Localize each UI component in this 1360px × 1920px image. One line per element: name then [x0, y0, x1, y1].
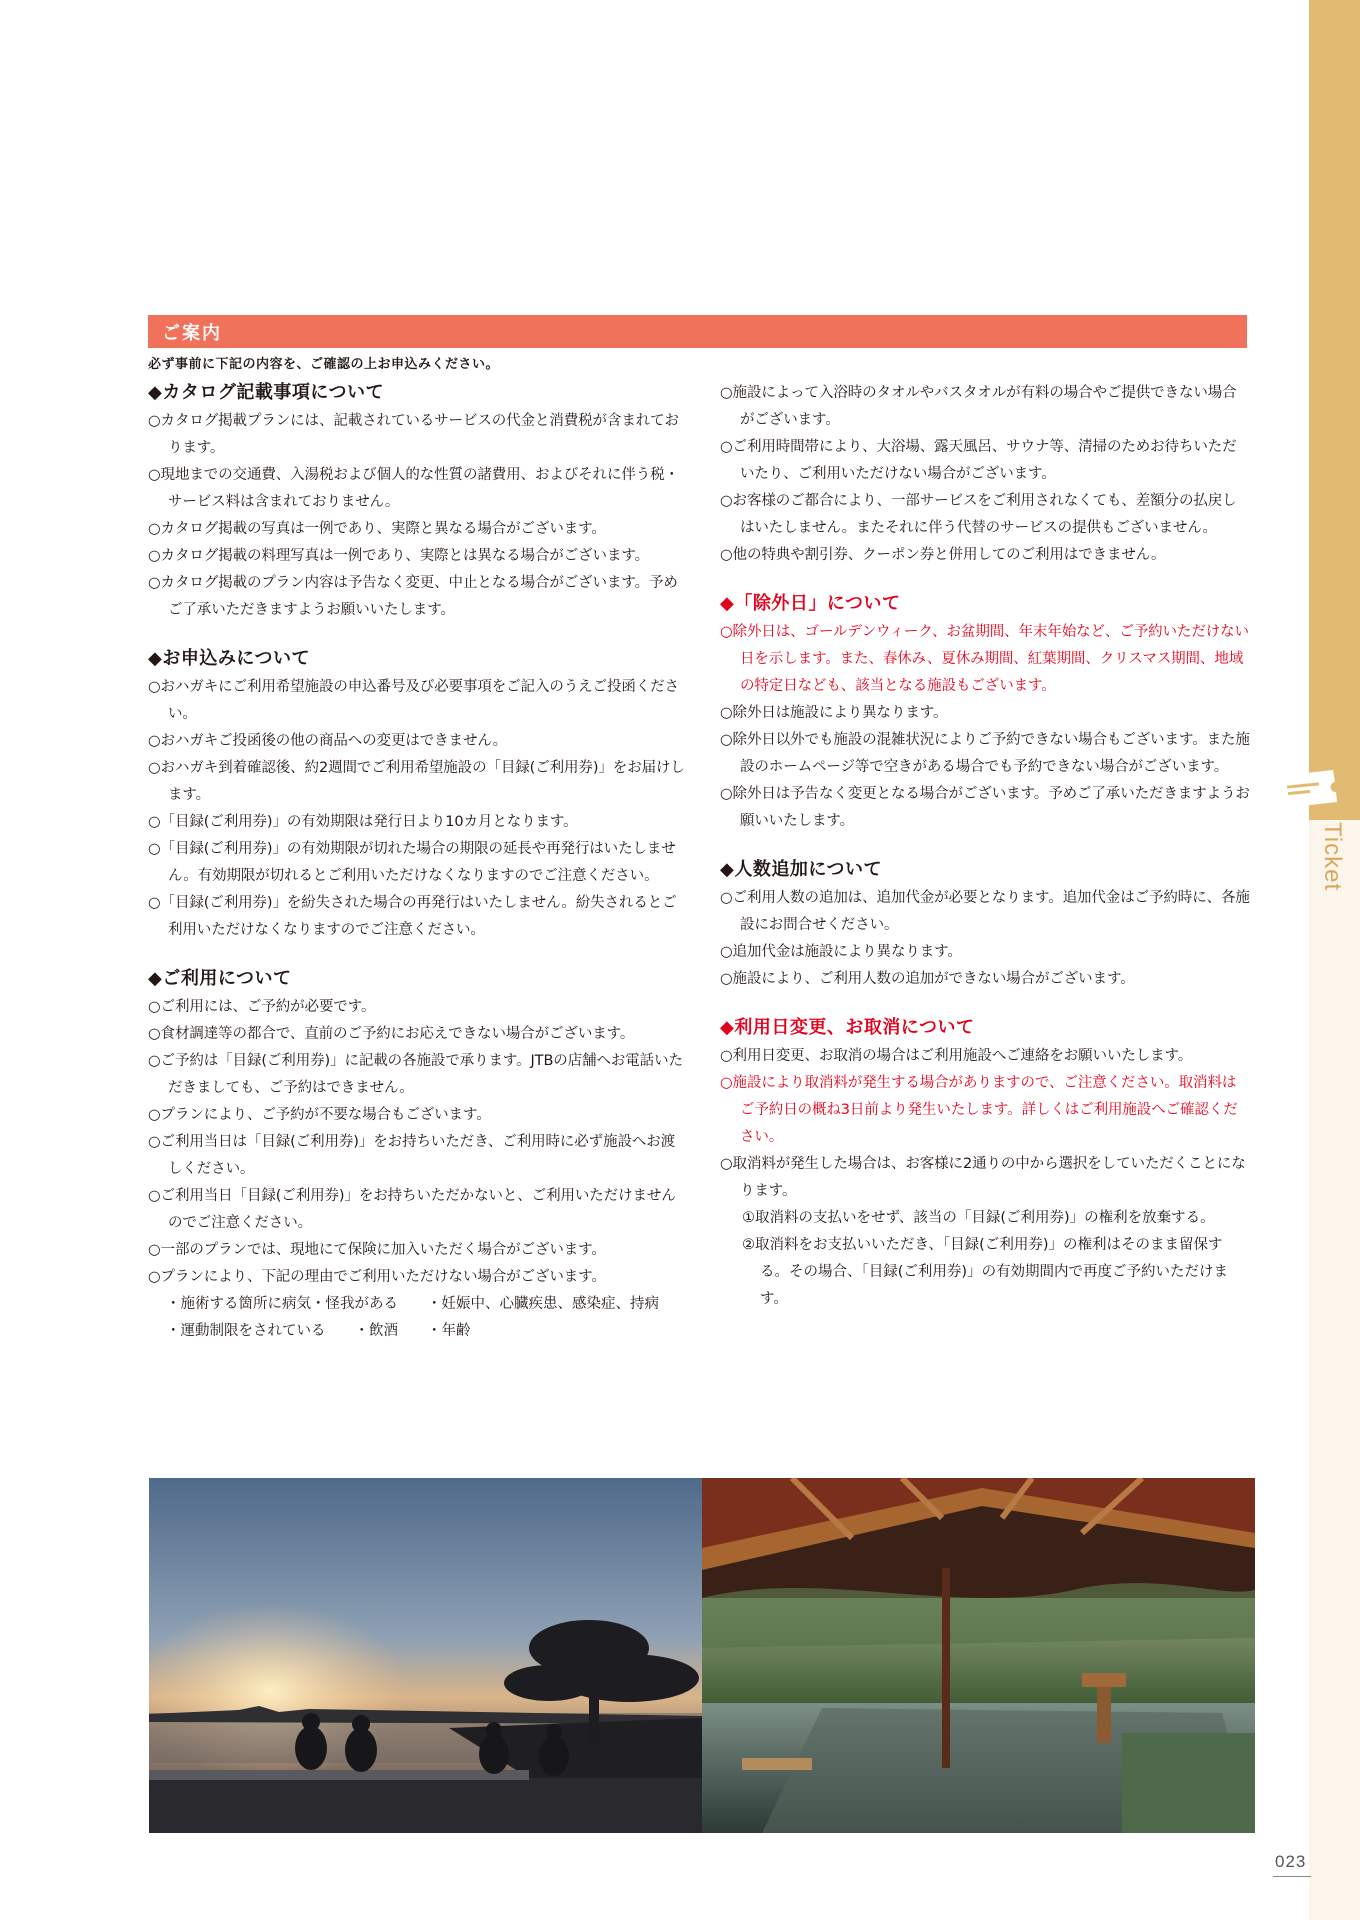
list-item: ○ご予約は「目録(ご利用券)」に記載の各施設で承ります。JTBの店舗へお電話いただきましても、ご予約はできません。 [148, 1053, 683, 1096]
section-title: ◆「除外日」について [720, 593, 901, 614]
list-item: ○食材調達等の都合で、直前のご予約にお応えできない場合がございます。 [148, 1026, 635, 1042]
restriction-note: ・運動制限をされている ・飲酒 ・年齢 [166, 1323, 471, 1339]
section-title: ◆利用日変更、お取消について [720, 1017, 975, 1038]
list-item: ○取消料が発生した場合は、お客様に2通りの中から選択をしていただくことになります。 [720, 1156, 1246, 1199]
cancel-option: ②取消料をお支払いいただき、「目録(ご利用券)」の権利はそのまま留保する。その場合、「目録(ご利用券)」の有効期間内で再度ご予約いただけます。 [742, 1237, 1229, 1307]
list-item: ○「目録(ご利用券)」の有効期限は発行日より10カ月となります。 [148, 814, 578, 830]
sunset-terrace-photo [149, 1478, 702, 1833]
side-tab-background [1309, 820, 1360, 1920]
list-item: ○おハガキにご利用希望施設の申込番号及び必要事項をご記入のうえご投函ください。 [148, 679, 679, 722]
list-item: ○他の特典や割引券、クーポン券と併用してのご利用はできません。 [720, 547, 1166, 563]
section-title: ◆人数追加について [720, 859, 882, 880]
list-item: ○除外日以外でも施設の混雑状況によりご予約できない場合もございます。また施設のホームページ等で空きがある場合でも予約できない場合がございます。 [720, 732, 1250, 775]
list-item: ○施設により、ご利用人数の追加ができない場合がございます。 [720, 971, 1135, 987]
list-item: ○施設によって入浴時のタオルやバスタオルが有料の場合やご提供できない場合がございます。 [720, 385, 1237, 428]
section-change-cancel [720, 1015, 1250, 1313]
list-item: ○ご利用当日は「目録(ご利用券)」をお持ちいただき、ご利用時に必ず施設へお渡しください。 [148, 1134, 676, 1177]
side-tab-label: Ticket [1319, 822, 1346, 892]
page-number-rule [1273, 1876, 1311, 1877]
list-item: ○利用日変更、お取消の場合はご利用施設へご連絡をお願いいたします。 [720, 1048, 1193, 1064]
restriction-note: ・施術する箇所に病気・怪我がある ・妊娠中、心臓疾患、感染症、持病 [166, 1296, 659, 1312]
list-item: ○ご利用時間帯により、大浴場、露天風呂、サウナ等、清掃のためお待ちいただいたり、ご利用いただけない場合がございます。 [720, 439, 1237, 482]
header-bar [148, 315, 1247, 348]
ticket-icon [1273, 758, 1339, 812]
list-item: ○除外日は施設により異なります。 [720, 705, 948, 721]
list-item: ○カタログ掲載の料理写真は一例であり、実際とは異なる場合がございます。 [148, 548, 649, 564]
section-title: ◆ご利用について [148, 968, 292, 989]
left-column [148, 380, 688, 1367]
list-item: ○「目録(ご利用券)」を紛失された場合の再発行はいたしません。紛失されるとご利用いただけなくなりますのでご注意ください。 [148, 895, 677, 938]
list-item: ○プランにより、ご予約が不要な場合もございます。 [148, 1107, 491, 1123]
section-title: ◆お申込みについて [148, 648, 310, 669]
cancel-option: ①取消料の支払いをせず、該当の「目録(ご利用券)」の権利を放棄する。 [742, 1210, 1215, 1226]
open-air-bath-photo [702, 1478, 1255, 1833]
list-item: ○カタログ掲載プランには、記載されているサービスの代金と消費税が含まれております。 [148, 413, 679, 456]
list-item: ○一部のプランでは、現地にて保険に加入いただく場合がございます。 [148, 1242, 606, 1258]
section-additional-guests [720, 857, 1250, 993]
right-column [720, 380, 1250, 1335]
header-title: ご案内 [162, 323, 222, 344]
list-item: ○ご利用当日「目録(ご利用券)」をお持ちいただかないと、ご利用いただけませんのでご注意ください。 [148, 1188, 676, 1231]
list-item: ○おハガキ到着確認後、約2週間でご利用希望施設の「目録(ご利用券)」をお届けします。 [148, 760, 685, 803]
section-excluded-days [720, 591, 1250, 835]
section-title: ◆カタログ記載事項について [148, 382, 384, 403]
list-item: ○カタログ掲載の写真は一例であり、実際と異なる場合がございます。 [148, 521, 606, 537]
list-item: ○施設により取消料が発生する場合がありますので、ご注意ください。取消料はご予約日の概ね3日前より発生いたします。詳しくはご利用施設へご確認ください。 [720, 1075, 1238, 1145]
list-item: ○カタログ掲載のプラン内容は予告なく変更、中止となる場合がございます。予めご了承いただきますようお願いいたします。 [148, 575, 678, 618]
list-item: ○お客様のご都合により、一部サービスをご利用されなくても、差額分の払戻しはいたしません。またそれに伴う代替のサービスの提供もございません。 [720, 493, 1237, 536]
section-usage [148, 966, 688, 1345]
list-item: ○除外日は、ゴールデンウィーク、お盆期間、年末年始など、ご予約いただけない日を示します。また、春休み、夏休み期間、紅葉期間、クリスマス期間、地域の特定日なども、該当となる施設もございます。 [720, 624, 1249, 694]
side-tab [1309, 0, 1360, 820]
section-facility-notes [720, 380, 1250, 569]
list-item: ○「目録(ご利用券)」の有効期限が切れた場合の期限の延長や再発行はいたしません。有効期限が切れるとご利用いただけなくなりますのでご注意ください。 [148, 841, 676, 884]
section-catalog [148, 380, 688, 624]
section-application [148, 646, 688, 944]
list-item: ○ご利用には、ご予約が必要です。 [148, 999, 376, 1015]
intro-text: 必ず事前に下記の内容を、ご確認の上お申込みください。 [148, 357, 500, 372]
page-number: 023 [1275, 1852, 1307, 1871]
list-item: ○ご利用人数の追加は、追加代金が必要となります。追加代金はご予約時に、各施設にお問合せください。 [720, 890, 1250, 933]
list-item: ○追加代金は施設により異なります。 [720, 944, 962, 960]
list-item: ○おハガキご投函後の他の商品への変更はできません。 [148, 733, 508, 749]
list-item: ○プランにより、下記の理由でご利用いただけない場合がございます。 [148, 1269, 606, 1285]
list-item: ○除外日は予告なく変更となる場合がございます。予めご了承いただきますようお願いいたします。 [720, 786, 1250, 829]
list-item: ○現地までの交通費、入湯税および個人的な性質の諸費用、およびそれに伴う税・サービス料は含まれておりません。 [148, 467, 679, 510]
